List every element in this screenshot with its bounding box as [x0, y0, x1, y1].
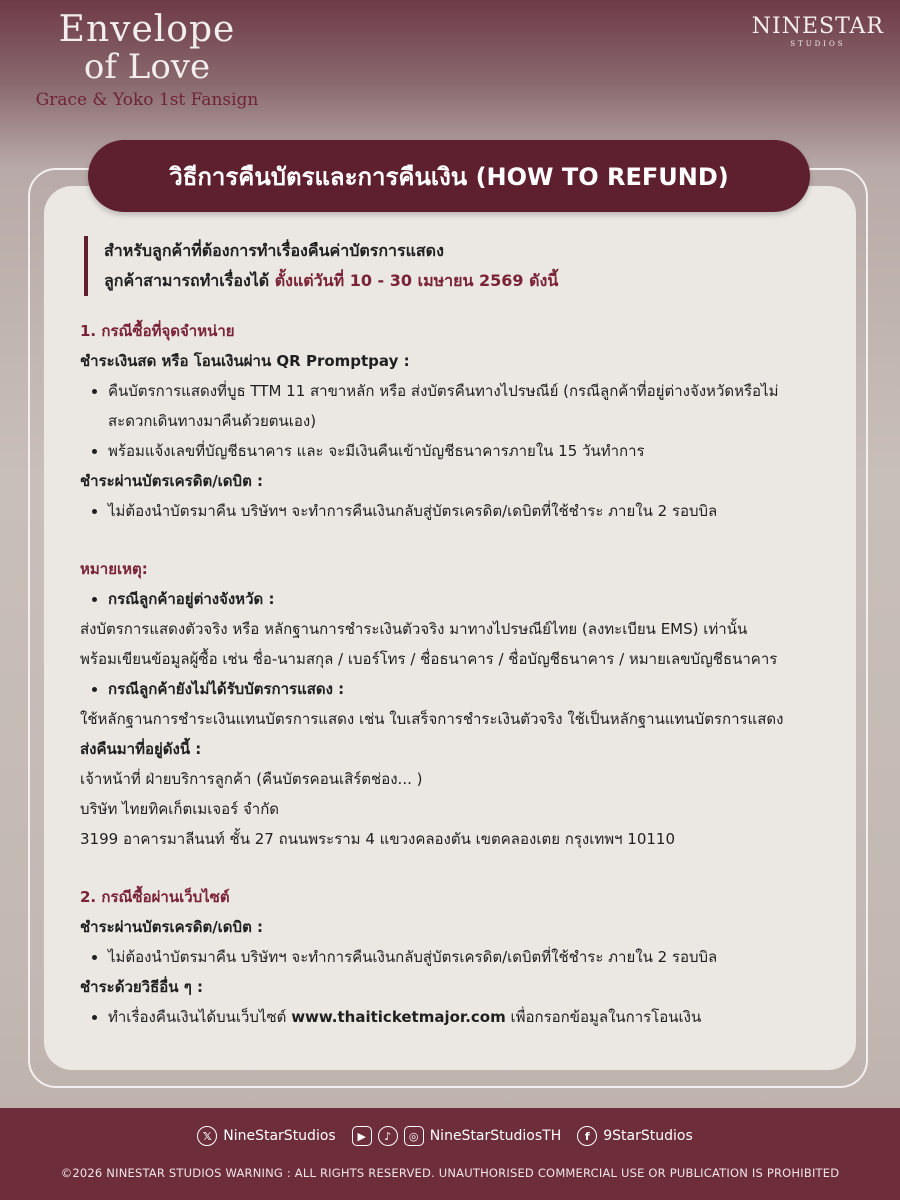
event-title-line2: of Love [83, 47, 211, 87]
social-links [0, 1126, 900, 1146]
event-logo [22, 10, 272, 112]
x-handle[interactable]: NineStarStudios [223, 1128, 336, 1144]
list-item: • ไม่ต้องนำบัตรมาคืน บริษัทฯ จะทำการคืนเงินกลับสู่บัตรเครดิต/เดบิตที่ใช้ชำระ ภายใน 2 รอบบิล [108, 496, 820, 526]
brand-logo [752, 14, 884, 48]
notes-upcountry-list [80, 584, 820, 614]
notes-noticket-list [80, 674, 820, 704]
notes-upcountry-heading: • กรณีลูกค้าอยู่ต่างจังหวัด : [108, 584, 820, 614]
list-item: • ไม่ต้องนำบัตรมาคืน บริษัทฯ จะทำการคืนเงินกลับสู่บัตรเครดิต/เดบิตที่ใช้ชำระ ภายใน 2 รอบบิล [108, 942, 820, 972]
notes-noticket-heading: • กรณีลูกค้ายังไม่ได้รับบัตรการแสดง : [108, 674, 820, 704]
footer [0, 1108, 900, 1200]
instagram-icon[interactable]: ◎ [404, 1126, 424, 1146]
notes-noticket-line: ใช้หลักฐานการชำระเงินแทนบัตรการแสดง เช่น ใบเสร็จการชำระเงินตัวจริง ใช้เป็นหลักฐานแทนบัตรการแสดง [80, 710, 784, 728]
event-subtitle: Grace & Yoko 1st Fansign [35, 90, 259, 110]
th-handle[interactable]: NineStarStudiosTH [429, 1128, 562, 1144]
event-title-line1: Envelope [58, 9, 236, 50]
notes-title: หมายเหตุ: [80, 560, 148, 578]
section1-cash-list [80, 376, 820, 466]
address-line3: 3199 อาคารมาลีนนท์ ชั้น 27 ถนนพระราม 4 แขวงคลองตัน เขตคลองเตย กรุงเทพฯ 10110 [80, 830, 676, 848]
brand-name: NINESTAR [751, 14, 884, 39]
other-suffix: เพื่อกรอกข้อมูลในการโอนเงิน [505, 1008, 702, 1026]
copyright-notice: ©2026 NINESTAR STUDIOS WARNING : ALL RIGHTS RESERVED. UNAUTHORISED COMMERCIAL USE OR PUBLICATION IS PROHIBITED [60, 1166, 840, 1180]
list-item: • พร้อมแจ้งเลขที่บัญชีธนาคาร และ จะมีเงินคืนเข้าบัญชีธนาคารภายใน 15 วันทำการ [108, 436, 820, 466]
section1-title: 1. กรณีซื้อที่จุดจำหน่าย [80, 322, 235, 340]
address-line2: บริษัท ไทยทิคเก็ตเมเจอร์ จำกัด [80, 800, 280, 818]
section1-card-list [80, 496, 820, 526]
list-item: • คืนบัตรการแสดงที่บูธ TTM 11 สาขาหลัก หรือ ส่งบัตรคืนทางไปรษณีย์ (กรณีลูกค้าที่อยู่ต่างจังหวัดหรือไม่สะดวกเดินทางมาคืนด้วยตนเอง) [108, 376, 820, 436]
page-title: วิธีการคืนบัตรและการคืนเงิน (HOW TO REFUND) [88, 140, 810, 212]
intro-block [84, 236, 820, 296]
youtube-icon[interactable]: ▶ [352, 1126, 372, 1146]
intro-line2-prefix: ลูกค้าสามารถทำเรื่องได้ [104, 271, 275, 290]
section2-other-list [80, 1002, 820, 1032]
intro-line1: สำหรับลูกค้าที่ต้องการทำเรื่องคืนค่าบัตรการแสดง [104, 241, 444, 260]
refund-website-link[interactable]: www.thaiticketmajor.com [291, 1008, 506, 1026]
address-heading: ส่งคืนมาที่อยู่ดังนี้ : [80, 740, 202, 758]
section2-card-list [80, 942, 820, 972]
refund-content [80, 236, 820, 1032]
brand-sub: STUDIOS [790, 40, 846, 48]
facebook-icon[interactable]: f [577, 1126, 597, 1146]
tiktok-icon[interactable]: ♪ [378, 1126, 398, 1146]
intro-line2 [104, 266, 820, 296]
address-line1: เจ้าหน้าที่ ฝ่ายบริการลูกค้า (คืนบัตรคอนเสิร์ตช่อง... ) [80, 770, 423, 788]
notes-upcountry-line2: พร้อมเขียนข้อมูลผู้ซื้อ เช่น ชื่อ-นามสกุล / เบอร์โทร / ชื่อธนาคาร / ชื่อบัญชีธนาคาร / หมายเลขบัญชีธนาคาร [80, 650, 778, 668]
x-icon[interactable]: 𝕏 [197, 1126, 217, 1146]
intro-date-range: ตั้งแต่วันที่ 10 - 30 เมษายน 2569 ดังนี้ [274, 271, 559, 290]
list-item [108, 1002, 820, 1032]
section1-cash-heading: ชำระเงินสด หรือ โอนเงินผ่าน QR Promptpay : [80, 352, 410, 370]
section1-card-heading: ชำระผ่านบัตรเครดิต/เดบิต : [80, 472, 264, 490]
section2-other-heading: ชำระด้วยวิธีอื่น ๆ : [80, 978, 204, 996]
section2-title: 2. กรณีซื้อผ่านเว็บไซต์ [80, 888, 230, 906]
notes-upcountry-line1: ส่งบัตรการแสดงตัวจริง หรือ หลักฐานการชำระเงินตัวจริง มาทางไปรษณีย์ไทย (ลงทะเบียน EMS) เท่านั้น [80, 620, 748, 638]
section2-card-heading: ชำระผ่านบัตรเครดิต/เดบิต : [80, 918, 264, 936]
fb-handle[interactable]: 9StarStudios [603, 1128, 693, 1144]
other-prefix: ทำเรื่องคืนเงินได้บนเว็บไซต์ [108, 1008, 292, 1026]
